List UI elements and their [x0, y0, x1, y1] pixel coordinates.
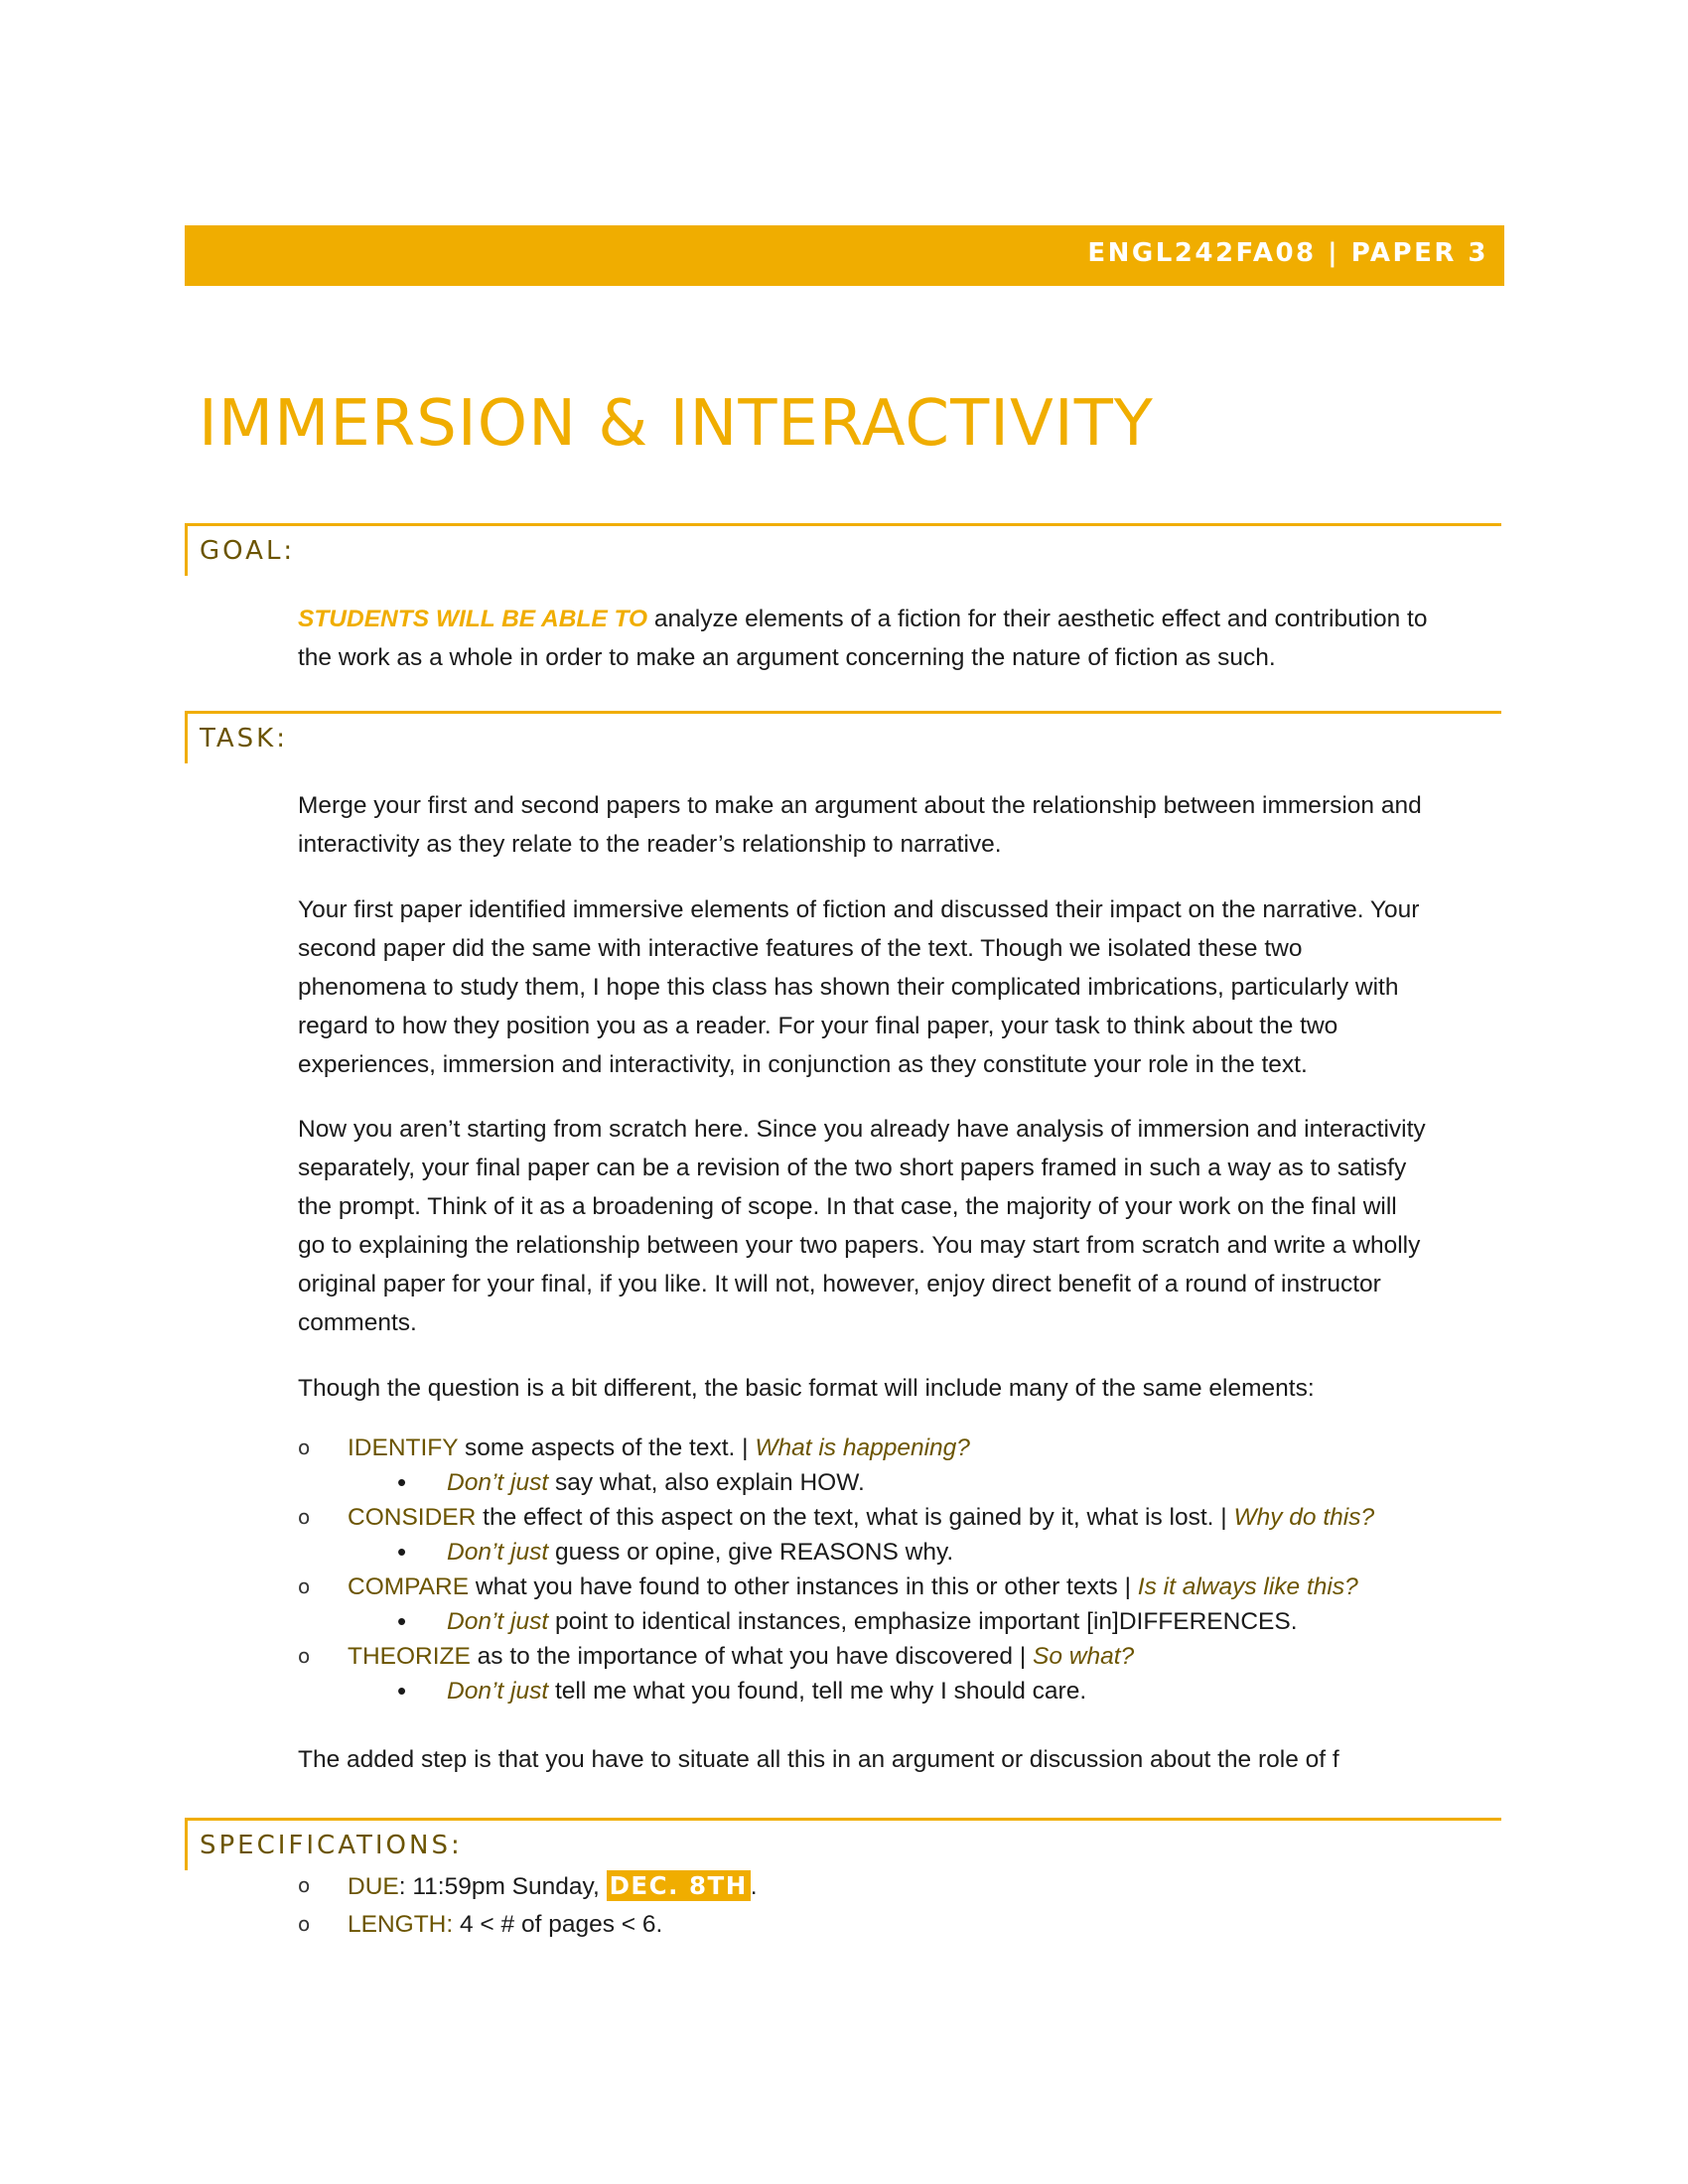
step-term: THEORIZE: [348, 1643, 471, 1670]
length-text: 4 < # of pages < 6.: [453, 1911, 663, 1938]
text-line: interactivity as they relate to the reader’s relationship to narrative.: [298, 831, 1002, 858]
task-paragraph-1: [298, 786, 1494, 864]
tip-text: say what, also explain HOW.: [548, 1469, 865, 1496]
due-end: .: [750, 1873, 758, 1900]
specs-list: [298, 1866, 1494, 1944]
goal-lead: STUDENTS WILL BE ABLE TO: [298, 606, 648, 632]
tip-emphasis: Don’t just: [447, 1469, 549, 1496]
tip-emphasis: Don’t just: [447, 1539, 549, 1566]
step-text: as to the importance of what you have discovered: [470, 1643, 1020, 1670]
goal-line1: analyze elements of a fiction for their aesthetic effect and contribution to: [647, 606, 1428, 632]
list-item: [298, 1500, 1494, 1535]
text-line: go to explaining the relationship between your two papers. You may start from scratch and write a wholly: [298, 1232, 1421, 1259]
task-section-heading: [185, 711, 1501, 763]
text-line: Now you aren’t starting from scratch here. Since you already have analysis of immersion and interactivity: [298, 1116, 1426, 1143]
list-subitem: [298, 1674, 1494, 1708]
text-line: Merge your first and second papers to make an argument about the relationship between immersion and: [298, 792, 1422, 819]
task-paragraph-2: [298, 890, 1494, 1084]
goal-text: [298, 600, 1494, 677]
step-text: the effect of this aspect on the text, what is gained by it, what is lost.: [476, 1504, 1221, 1531]
step-separator: |: [742, 1434, 749, 1461]
task-paragraph-3: [298, 1110, 1494, 1342]
text-line: original paper for your final, if you like. It will not, however, enjoy direct benefit of a round of instructor: [298, 1271, 1381, 1297]
text-line: second paper did the same with interactive features of the text. Though we isolated these two: [298, 935, 1303, 962]
text-line: comments.: [298, 1309, 417, 1336]
step-text: what you have found to other instances in this or other texts: [469, 1573, 1125, 1600]
course-label: ENGL242FA08 | PAPER 3: [1087, 238, 1488, 268]
step-question: Is it always like this?: [1130, 1573, 1358, 1600]
list-item: [298, 1639, 1494, 1674]
header-bar: [185, 225, 1504, 286]
due-label: DUE: [348, 1873, 399, 1900]
step-question: Why do this?: [1226, 1504, 1375, 1531]
goal-line2: the work as a whole in order to make an argument concerning the nature of fiction as such.: [298, 644, 1276, 671]
step-question: So what?: [1026, 1643, 1135, 1670]
step-separator: |: [1019, 1643, 1027, 1670]
list-subitem: [298, 1604, 1494, 1639]
list-item: [298, 1570, 1494, 1604]
task-heading-label: TASK:: [200, 724, 288, 753]
due-date-badge: DEC. 8TH: [607, 1870, 751, 1901]
length-label: LENGTH:: [348, 1911, 454, 1938]
step-question: What is happening?: [748, 1434, 970, 1461]
step-term: CONSIDER: [348, 1504, 477, 1531]
text-line: experiences, immersion and interactivity, in conjunction as they constitute your role in the text.: [298, 1051, 1308, 1078]
tip-text: tell me what you found, tell me why I should care.: [548, 1678, 1087, 1705]
task-paragraph-4: Though the question is a bit different, the basic format will include many of the same elements:: [298, 1375, 1315, 1402]
specs-section-heading: [185, 1818, 1501, 1870]
page-title: IMMERSION & INTERACTIVITY: [199, 387, 1154, 461]
tip-text: guess or opine, give REASONS why.: [548, 1539, 954, 1566]
step-separator: |: [1124, 1573, 1131, 1600]
text-line: Your first paper identified immersive elements of fiction and discussed their impact on the narrative. Your: [298, 896, 1420, 923]
task-paragraph-5: The added step is that you have to situate all this in an argument or discussion about the role of f: [298, 1746, 1339, 1773]
step-term: IDENTIFY: [348, 1434, 459, 1461]
tip-emphasis: Don’t just: [447, 1678, 549, 1705]
goal-heading-label: GOAL:: [200, 536, 296, 566]
text-line: phenomena to study them, I hope this class has shown their complicated imbrications, particularly with: [298, 974, 1399, 1001]
text-line: the prompt. Think of it as a broadening of scope. In that case, the majority of your work on the final will: [298, 1193, 1397, 1220]
list-subitem: [298, 1465, 1494, 1500]
spec-due: [298, 1866, 1494, 1905]
specs-heading-label: SPECIFICATIONS:: [200, 1831, 463, 1860]
text-line: regard to how they position you as a reader. For your final paper, your task to think about the two: [298, 1013, 1338, 1039]
list-item: [298, 1431, 1494, 1465]
step-separator: |: [1220, 1504, 1227, 1531]
goal-section-heading: [185, 523, 1501, 576]
list-subitem: [298, 1535, 1494, 1570]
tip-emphasis: Don’t just: [447, 1608, 549, 1635]
steps-list: [298, 1431, 1494, 1708]
step-term: COMPARE: [348, 1573, 470, 1600]
step-text: some aspects of the text.: [458, 1434, 743, 1461]
due-text: : 11:59pm Sunday,: [398, 1873, 607, 1900]
spec-length: [298, 1905, 1494, 1944]
tip-text: point to identical instances, emphasize important [in]DIFFERENCES.: [548, 1608, 1298, 1635]
text-line: separately, your final paper can be a revision of the two short papers framed in such a way as to satisfy: [298, 1155, 1407, 1181]
